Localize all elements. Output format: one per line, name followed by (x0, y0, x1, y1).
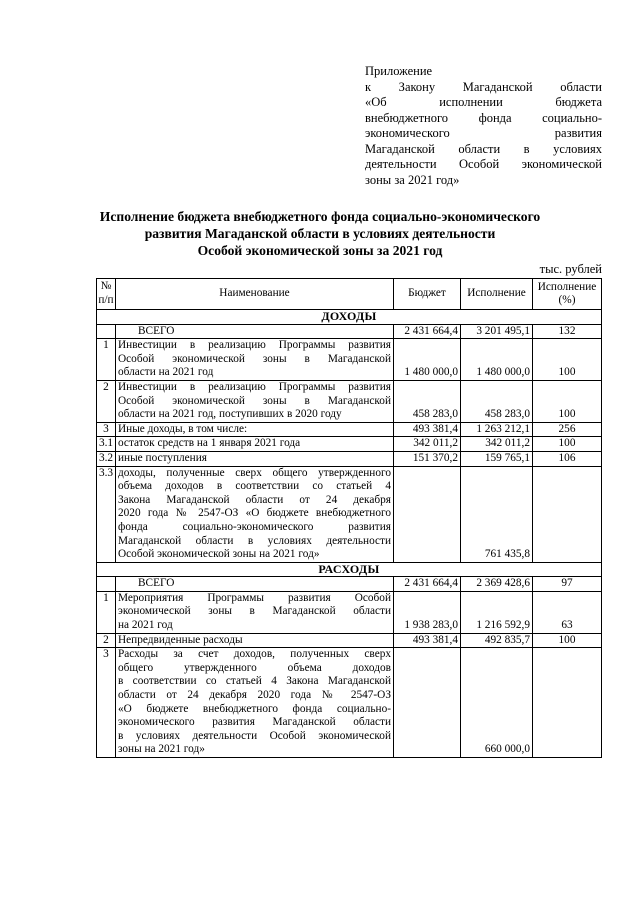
row-name-line: Особой экономической зоны в Магаданской (118, 394, 391, 407)
row-name-line: области на 2021 год (118, 366, 214, 379)
table-row (97, 422, 602, 437)
row-number: 3.2 (97, 451, 116, 466)
row-name: ВСЕГО (116, 324, 394, 339)
row-number (97, 577, 116, 592)
row-execution: 1 216 592,9 (461, 591, 533, 633)
section-title: ДОХОДЫ (97, 310, 602, 325)
appendix-line: зоны за 2021 год» (365, 172, 460, 187)
row-number: 3.3 (97, 466, 116, 562)
row-percent: 100 (533, 633, 602, 648)
row-name-line: «О бюджете внебюджетного фонда социально- (118, 702, 391, 715)
appendix-line: Приложение (365, 64, 433, 78)
row-execution: 761 435,8 (461, 466, 533, 562)
appendix-line: внебюджетного фонда социально- (365, 110, 602, 125)
total-row (97, 324, 602, 339)
row-name-line: объема доходов в соответствии со статьей 4 (118, 480, 391, 493)
appendix-line: Магаданской области в условиях (365, 141, 602, 156)
document-title (40, 208, 600, 259)
header-percent: Исполнение (%) (533, 279, 602, 310)
header-execution: Исполнение (461, 279, 533, 310)
title-line-2: развития Магаданской области в условиях деятельности (144, 226, 496, 241)
appendix-block (365, 64, 602, 188)
appendix-line: деятельности Особой экономической (365, 157, 602, 171)
row-number: 3 (97, 422, 116, 437)
table-row (97, 591, 602, 633)
row-execution: 342 011,2 (461, 437, 533, 452)
row-name (116, 451, 394, 466)
table-row (97, 339, 602, 381)
row-budget: 493 381,4 (394, 633, 461, 648)
table-row (97, 451, 602, 466)
row-percent: 256 (533, 422, 602, 437)
appendix-line: экономического развития (365, 126, 602, 140)
table-row (97, 437, 602, 452)
row-name-line: Непредвиденные расходы (118, 633, 243, 646)
row-percent: 132 (533, 324, 602, 339)
row-execution: 3 201 495,1 (461, 324, 533, 339)
row-execution: 1 480 000,0 (461, 339, 533, 381)
row-name (116, 648, 394, 758)
appendix-line: к Закону Магаданской области (365, 79, 602, 94)
row-percent: 97 (533, 577, 602, 592)
row-name-line: в условиях деятельности Особой экономической (118, 729, 391, 742)
row-name-line: иные поступления (118, 451, 207, 464)
header-budget: Бюджет (394, 279, 461, 310)
row-name-line: фонда социально-экономического развития (118, 520, 391, 533)
row-name-line: остаток средств на 1 января 2021 года (118, 437, 301, 450)
row-name-line: экономического развития Магаданской области (118, 716, 391, 729)
table-body (97, 310, 602, 758)
table-row (97, 633, 602, 648)
row-budget: 493 381,4 (394, 422, 461, 437)
row-percent: 106 (533, 451, 602, 466)
row-name (116, 466, 394, 562)
row-execution: 492 835,7 (461, 633, 533, 648)
row-percent: 100 (533, 380, 602, 422)
row-number (97, 324, 116, 339)
row-name (116, 380, 394, 422)
table-row (97, 648, 602, 758)
row-number: 1 (97, 339, 116, 381)
row-number: 2 (97, 380, 116, 422)
row-name-line: Мероприятия Программы развития Особой (118, 591, 391, 604)
row-number: 3 (97, 648, 116, 758)
section-row (97, 562, 602, 577)
row-name-line: 2020 года № 2547-ОЗ «О бюджете внебюджетного (118, 507, 391, 520)
section-row (97, 310, 602, 325)
row-budget (394, 648, 461, 758)
row-budget: 458 283,0 (394, 380, 461, 422)
row-name-line: Магаданской области в условиях деятельности (118, 534, 391, 547)
row-percent (533, 466, 602, 562)
title-line-1: Исполнение бюджета внебюджетного фонда социально-экономического (99, 209, 541, 224)
row-name (116, 422, 394, 437)
row-budget: 342 011,2 (394, 437, 461, 452)
row-budget: 1 938 283,0 (394, 591, 461, 633)
row-name-line: Закона Магаданской области от 24 декабря (118, 493, 391, 506)
row-name-line: на 2021 год (118, 619, 173, 632)
units-label: тыс. рублей (539, 262, 602, 276)
row-execution: 458 283,0 (461, 380, 533, 422)
row-percent: 63 (533, 591, 602, 633)
row-name-line: экономической зоны в Магаданской области (118, 605, 391, 618)
row-name-line: зоны на 2021 год» (118, 743, 205, 756)
row-name-line: Иные доходы, в том числе: (118, 422, 248, 435)
row-execution: 1 263 212,1 (461, 422, 533, 437)
table-row (97, 380, 602, 422)
row-name (116, 437, 394, 452)
appendix-line: «Об исполнении бюджета (365, 95, 602, 109)
row-name-line: в соответствии со статьей 4 Закона Магаданской (118, 675, 391, 688)
section-title: РАСХОДЫ (97, 562, 602, 577)
row-budget: 1 480 000,0 (394, 339, 461, 381)
row-name-line: Инвестиции в реализацию Программы развития (118, 339, 391, 352)
row-name-line: общего утвержденного объема доходов (118, 661, 391, 674)
row-name-line: области на 2021 год, поступивших в 2020 году (118, 408, 342, 421)
row-name-line: доходы, полученные сверх общего утвержденного (118, 466, 391, 479)
row-name-line: Расходы за счет доходов, полученных сверх (118, 648, 391, 661)
total-row (97, 577, 602, 592)
row-name-line: области от 24 декабря 2020 года № 2547-ОЗ (118, 689, 391, 702)
row-name-line: Особой экономической зоны на 2021 год» (118, 548, 320, 561)
row-budget (394, 466, 461, 562)
row-name (116, 633, 394, 648)
row-name (116, 591, 394, 633)
row-number: 1 (97, 591, 116, 633)
header-no: № п/п (97, 279, 116, 310)
row-percent: 100 (533, 437, 602, 452)
row-name-line: Особой экономической зоны в Магаданской (118, 352, 391, 365)
row-execution: 159 765,1 (461, 451, 533, 466)
row-number: 3.1 (97, 437, 116, 452)
row-percent (533, 648, 602, 758)
row-percent: 100 (533, 339, 602, 381)
row-name-line: Инвестиции в реализацию Программы развития (118, 380, 391, 393)
budget-table (96, 278, 602, 758)
row-execution: 660 000,0 (461, 648, 533, 758)
row-budget: 2 431 664,4 (394, 324, 461, 339)
row-execution: 2 369 428,6 (461, 577, 533, 592)
title-line-3: Особой экономической зоны за 2021 год (197, 243, 443, 258)
row-name: ВСЕГО (116, 577, 394, 592)
row-name (116, 339, 394, 381)
header-name: Наименование (116, 279, 394, 310)
table-row (97, 466, 602, 562)
row-budget: 151 370,2 (394, 451, 461, 466)
table-header-row (97, 279, 602, 310)
row-number: 2 (97, 633, 116, 648)
row-budget: 2 431 664,4 (394, 577, 461, 592)
